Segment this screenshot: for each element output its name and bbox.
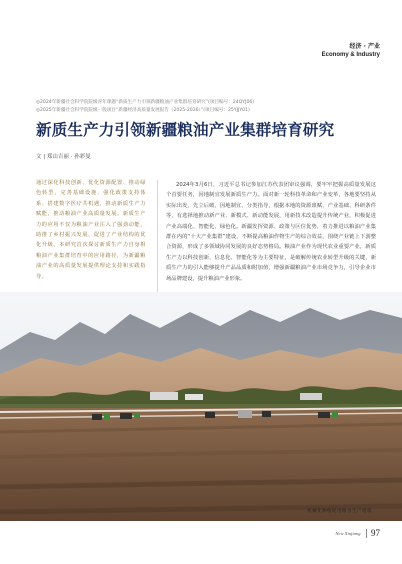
- section-title-cn: 经济 · 产业: [349, 43, 380, 50]
- article-title: 新质生产力引领新疆粮油产业集群培育研究: [36, 120, 335, 139]
- article-abstract: 通过深化科技创新、优化资源配置、推动绿色转型、完善基础设施、强化政策支持体系、搭建数字医疗共机遇，推动新质生产力赋能，推动粮油产业高质量发展。新质生产力的应用不仅为粮油产业注入了强劲动能，助推了乡村振兴发展，促进了产业结构的优化升级。本研究首次探讨新质生产力自身相粮油产业集群培育中的应用路径，为新疆粮油产业的高质量发展提供理论支持和实践指导。: [36, 180, 146, 280]
- footer-separator: [366, 529, 367, 538]
- article-body: 2024年3月6日，习近平总书记参加江苏代表团审议强调，要牢牢把握高质量发展这个首要任务，因地制宜发展新质生产力。面对新一轮科技革命和产业变革，各地要坚持从实际出发，先立后破、因地制宜、分类指导，根据本地的资源禀赋、产业基础、科研条件等，有选择地推动新产业、新模式、新动能发展，用新技术改造提升传统产业，积极促进产业高端化、智能化、绿色化。新疆发挥资源、政策与区位优势，着力推进以粮油产业集群在内的“十大产业集群”建设，不断提高粮油作物生产的综合效益，围绕产业链上下游整合资源，形成了多领域协同发展的良好态势格局。粮油产业作为现代农业重要产业，新质生产力以科技创新、信息化、智能化等为主要特征，是破解传统农业转型升级的关键，新质生产力的引入能够提升产品品质和附加值，增强新疆粮油产业市场竞争力，引导企业市场品牌建设，提升粮油产业形象。: [166, 182, 376, 282]
- magazine-name: New Xinjiang: [335, 530, 361, 536]
- photo-caption: 机械化种植促进粮食生产增收: [307, 509, 372, 514]
- funding-note: [36, 99, 376, 115]
- funding-line-2: ◎2025年新疆社会科学院院级一般项目“新疆经济高质量发展报告（2025-2026）”(项目编号：25YJJY01): [36, 108, 250, 113]
- page-number: 97: [371, 528, 380, 538]
- author-byline: 文 | 郑山吉丽 · 孙彩曼: [36, 154, 91, 160]
- page-footer: [335, 528, 380, 538]
- farm-landscape-photo: [0, 292, 402, 521]
- funding-line-1: ◎2024年新疆社会科学院院级青年课题“新质生产力引领新疆粮油产业集群培育研究”(项目编号：24QYJ06): [36, 100, 255, 105]
- column-divider: [157, 180, 158, 292]
- section-tag: [322, 42, 380, 60]
- section-title-en: Economy & Industry: [321, 52, 380, 58]
